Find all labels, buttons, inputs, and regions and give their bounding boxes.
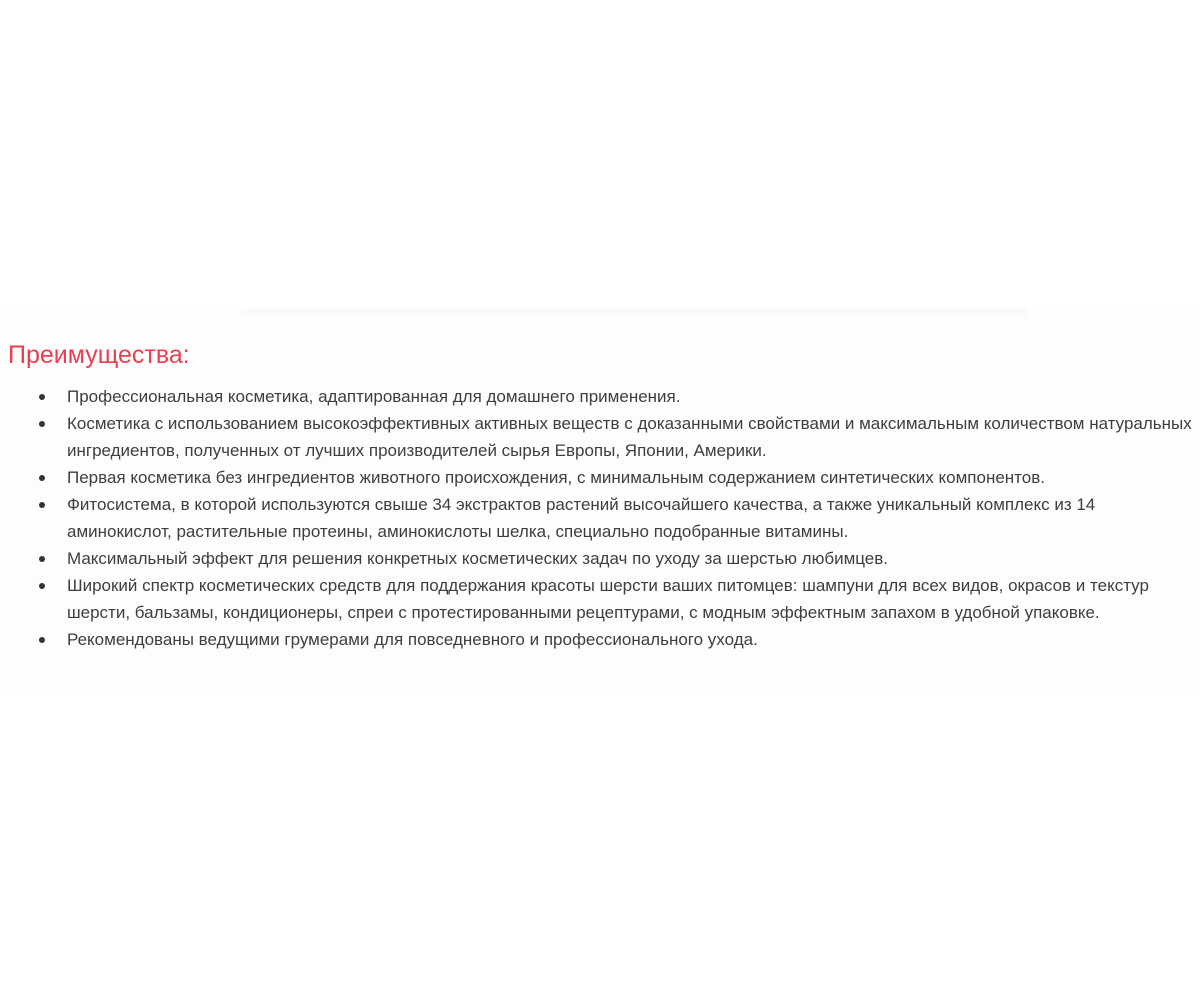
bullet-icon — [39, 556, 45, 562]
benefit-text: Широкий спектр косметических средств для поддержания красоты шерсти ваших питомцев: шампуни для всех видов, окрасов и текстур шерсти, бальзамы, кондиционеры, спреи с протестированными рецептурами, с модным эффектным запахом в удобной упаковке. — [67, 576, 1149, 622]
benefit-item — [33, 491, 1193, 545]
benefit-item — [33, 572, 1193, 626]
benefit-text: Профессиональная косметика, адаптированная для домашнего применения. — [67, 387, 681, 406]
benefits-list — [33, 383, 1193, 653]
benefit-item — [33, 545, 1193, 572]
bullet-icon — [39, 583, 45, 589]
benefit-item — [33, 383, 1193, 410]
benefit-item — [33, 464, 1193, 491]
benefits-title: Преимущества: — [8, 341, 190, 369]
bullet-icon — [39, 394, 45, 400]
benefit-item — [33, 626, 1193, 653]
benefit-item — [33, 410, 1193, 464]
section-top-shadow — [240, 308, 1030, 322]
benefit-text: Первая косметика без ингредиентов животного происхождения, с минимальным содержанием синтетических компонентов. — [67, 468, 1045, 487]
bullet-icon — [39, 637, 45, 643]
benefit-text: Фитосистема, в которой используются свыше 34 экстрактов растений высочайшего качества, а также уникальный комплекс из 14 аминокислот, растительные протеины, аминокислоты шелка, специально подобранные витамины. — [67, 495, 1096, 541]
bullet-icon — [39, 421, 45, 427]
bullet-icon — [39, 502, 45, 508]
bullet-icon — [39, 475, 45, 481]
benefit-text: Максимальный эффект для решения конкретных косметических задач по уходу за шерстью любимцев. — [67, 549, 889, 568]
benefit-text: Рекомендованы ведущими грумерами для повседневного и профессионального ухода. — [67, 630, 758, 649]
benefit-text: Косметика с использованием высокоэффективных активных веществ с доказанными свойствами и максимальным количеством натуральных ингредиентов, полученных от лучших производителей сырья Европы, Японии, Америки. — [67, 414, 1192, 460]
